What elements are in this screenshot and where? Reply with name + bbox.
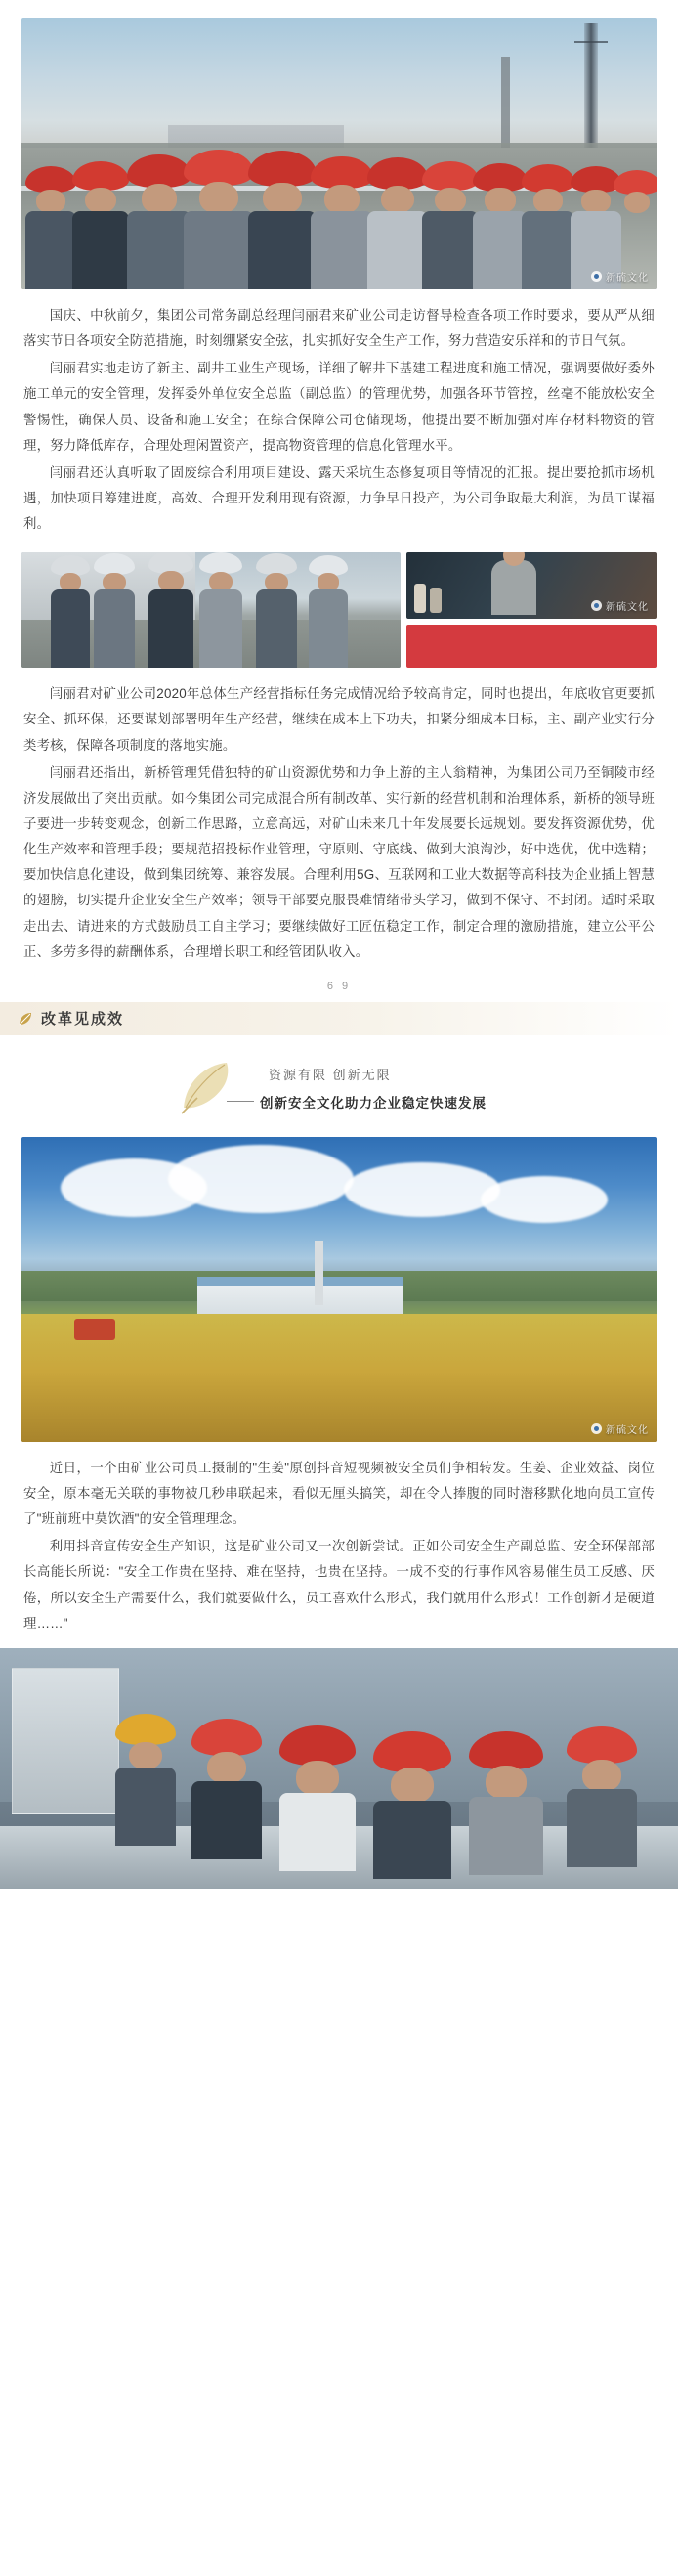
worker-figure xyxy=(311,156,373,289)
worker-figure xyxy=(115,1714,176,1846)
strip-left-photo xyxy=(21,552,401,668)
slogan-banner xyxy=(0,1053,678,1125)
worker-figure xyxy=(127,154,191,289)
cloud xyxy=(344,1162,500,1217)
article-bottom xyxy=(23,1456,655,1637)
watermark xyxy=(591,269,649,284)
worker-figure xyxy=(256,553,297,668)
worker-figure xyxy=(309,555,348,668)
section-header xyxy=(0,1002,678,1035)
strip-right-bottom-block xyxy=(406,625,657,668)
worker-figure xyxy=(473,163,528,289)
watermark-logo-icon xyxy=(591,1423,602,1434)
harvester xyxy=(74,1319,115,1340)
slogan-line-1: 资源有限 创新无限 xyxy=(269,1067,392,1082)
worker-figure xyxy=(248,151,317,289)
watermark xyxy=(591,1421,649,1436)
leaf-icon xyxy=(18,1011,33,1026)
worker-figure xyxy=(567,1726,637,1866)
paragraph: 闫丽君还认真听取了固废综合利用项目建设、露天采坑生态修复项目等情况的汇报。提出要抢抓市场机遇，加快项目筹建进度，高效、合理开发利用现有资源，力争早日投产，为公司争取最大利润，为员工谋福利。 xyxy=(23,464,655,532)
hero-photo xyxy=(21,18,657,289)
worker-figure xyxy=(191,1719,262,1858)
desk-bottle xyxy=(430,588,442,613)
worker-figure xyxy=(522,164,574,289)
paragraph: 利用抖音宣传安全生产知识，这是矿业公司又一次创新尝试。正如公司安全生产副总监、安全环保部部长高能长所说："安全工作贵在坚持、难在坚持，也贵在坚持。一成不变的行事作风容易催生员工反感、厌倦，所以安全生产需要什么，我们就要做什么，员工喜欢什么形式，我们就用什么形式！工作创新才是硬道理……" xyxy=(23,1539,655,1631)
worker-figure xyxy=(279,1725,356,1871)
plant-chimney xyxy=(315,1241,323,1305)
article-top xyxy=(23,303,655,537)
worker-figure xyxy=(199,552,242,668)
paragraph: 近日，一个由矿业公司员工摄制的"生姜"原创抖音短视频被安全员们争相转发。生姜、企业效益、岗位安全，原本毫无关联的事物被几秒串联起来，看似无厘头搞笑，却在令人捧腹的同时潜移默化地向员工宣传了"班前班中莫饮酒"的安全管理理念。 xyxy=(23,1460,655,1527)
page-number: 6 9 xyxy=(326,980,352,992)
paragraph: 闫丽君对矿业公司2020年总体生产经营指标任务完成情况给予较高肯定，同时也提出，年底收官更要抓安全、抓环保，还要谋划部署明年生产经营，继续在成本上下功夫，扣紧分细成本目标，主、副产业实行分类考核，保障各项制度的落地实施。 xyxy=(23,686,655,753)
watermark-text: 新硫文化 xyxy=(606,602,649,614)
worker-figure xyxy=(422,161,479,289)
article-top-continued xyxy=(23,681,655,965)
wheat-field xyxy=(21,1314,657,1442)
worker-figure xyxy=(94,553,135,668)
strip-right-column xyxy=(406,552,657,668)
paragraph: 闫丽君还指出，新桥管理凭借独特的矿山资源优势和力争上游的主人翁精神，为集团公司乃至铜陵市经济发展做出了突出贡献。如今集团公司完成混合所有制改革、实行新的经营机制和治理体系，新桥的领导班子要进一步转变观念，创新工作思路，立意高远，对矿山未来几十年发展要长远规划。要发挥资源优势，优化生产效率和管理手段；要规范招投标作业管理，守原则、守底线、做到大浪淘沙，好中选优，优中选精；要加快信息化建设，做到集团统筹、兼容发展。合理利用5G、互联网和工业大数据等高科技为企业插上智慧的翅膀，切实提升企业安全生产效率；领导干部要克服畏难情绪带头学习，做到不保守、不封闭。适时采取走出去、请进来的方式鼓励员工自主学习；要继续做好工匠伍稳定工作，制定合理的激励措施，建立公平公正、多劳多得的薪酬体系，合理增长职工和经管团队收入。 xyxy=(23,764,655,959)
worker-figure xyxy=(25,166,76,289)
plant-roof xyxy=(197,1277,403,1286)
paragraph: 国庆、中秋前夕，集团公司常务副总经理闫丽君来矿业公司走访督导检查各项工作时要求，要从严从细落实节日各项安全防范措施，时刻绷紧安全弦，扎实抓好安全生产工作，努力营造安乐祥和的节日气氛。 xyxy=(23,308,655,349)
watermark xyxy=(591,598,649,613)
worker-figure xyxy=(51,555,90,668)
worker-figure xyxy=(373,1731,451,1878)
worker-figure xyxy=(469,1731,543,1875)
watermark-text: 新硫文化 xyxy=(606,273,649,284)
paragraph: 闫丽君实地走访了新主、副井工业生产现场，详细了解井下基建工程进度和施工情况，强调要做好委外施工单元的安全管理，发挥委外单位安全总监（副总监）的管理优势，加强各环节管控，丝毫不能放松安全警惕性，确保人员、设备和施工安全；在综合保障公司仓储现场，他提出要不断加强对库存材料物资的管理，努力降低库存，合理处理闲置资产，提高物资管理的信息化管理水平。 xyxy=(23,361,655,453)
bottom-photo xyxy=(0,1648,678,1889)
worker-figure xyxy=(148,552,193,668)
cloud xyxy=(481,1176,608,1223)
worker-figure xyxy=(367,157,428,289)
hero-tower xyxy=(584,23,598,149)
bottom-photo-crowd xyxy=(0,1749,678,1889)
interview-person xyxy=(491,560,536,615)
landscape-photo xyxy=(21,1137,657,1442)
hero-worker-crowd xyxy=(21,132,657,289)
slogan-dash xyxy=(227,1101,254,1102)
section-title: 改革见成效 xyxy=(41,1011,125,1028)
slogan-line-2-wrap xyxy=(227,1092,487,1112)
strip-right-top-photo xyxy=(406,552,657,619)
watermark-logo-icon xyxy=(591,271,602,282)
watermark-text: 新硫文化 xyxy=(606,1424,649,1436)
image-strip xyxy=(21,552,657,668)
watermark-logo-icon xyxy=(591,600,602,611)
strip-left-crowd xyxy=(21,601,401,668)
worker-figure xyxy=(72,161,129,289)
slogan-line-2: 创新安全文化助力企业稳定快速发展 xyxy=(260,1095,487,1111)
worker-figure xyxy=(184,150,254,289)
cloud xyxy=(168,1145,354,1213)
desk-bottle xyxy=(414,584,426,613)
